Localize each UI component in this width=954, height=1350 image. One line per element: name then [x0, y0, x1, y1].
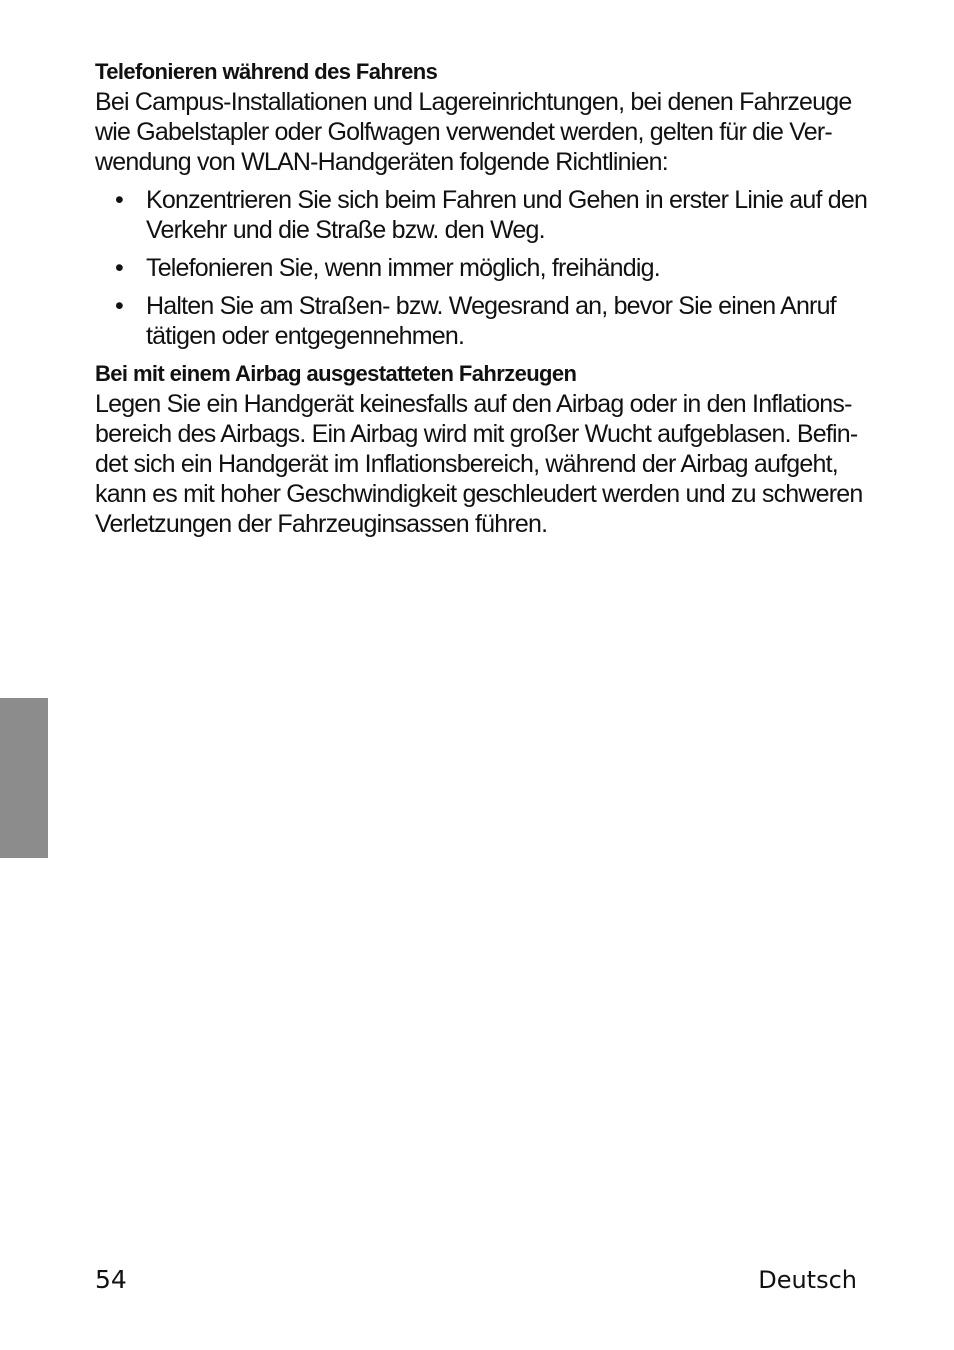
bullet-icon: • [115, 292, 123, 320]
page-number: 54 [95, 1265, 127, 1294]
chapter-side-tab [0, 698, 48, 858]
list-item [95, 253, 865, 283]
text-line: det sich ein Handgerät im Inflationsbereich, während der Airbag aufgeht, [95, 450, 838, 478]
section-airbag [95, 359, 865, 539]
section-intro-driving [95, 87, 865, 177]
text-line: Verletzungen der Fahrzeuginsassen führen. [95, 510, 548, 538]
text-line: bereich des Airbags. Ein Airbag wird mit großer Wucht aufgeblasen. Befin- [95, 420, 858, 448]
text-line: Bei Campus-Installationen und Lagereinrichtungen, bei denen Fahrzeuge [95, 88, 852, 116]
section-heading-driving: Telefonieren während des Fahrens [95, 59, 438, 84]
footer-language: Deutsch [758, 1266, 857, 1294]
bullet-icon: • [115, 254, 123, 282]
text-line: Legen Sie ein Handgerät keinesfalls auf den Airbag oder in den Inflations- [95, 390, 852, 418]
text-line: kann es mit hoher Geschwindigkeit geschleudert werden und zu schweren [95, 480, 863, 508]
list-item [95, 291, 865, 351]
text-line: tätigen oder entgegennehmen. [146, 322, 465, 350]
text-line: Telefonieren Sie, wenn immer möglich, freihändig. [146, 254, 660, 282]
section-body-airbag [95, 389, 865, 539]
list-item [95, 185, 868, 245]
text-line: Halten Sie am Straßen- bzw. Wegesrand an, bevor Sie einen Anruf [146, 292, 836, 320]
text-line: Konzentrieren Sie sich beim Fahren und Gehen in erster Linie auf den [146, 186, 868, 214]
guideline-list [95, 185, 868, 351]
text-line: Verkehr und die Straße bzw. den Weg. [146, 216, 545, 244]
text-line: wendung von WLAN-Handgeräten folgende Richtlinien: [95, 148, 668, 176]
bullet-icon: • [115, 186, 123, 214]
section-heading-airbag: Bei mit einem Airbag ausgestatteten Fahrzeugen [95, 361, 577, 386]
text-line: wie Gabelstapler oder Golfwagen verwendet werden, gelten für die Ver- [95, 118, 832, 146]
section-driving [95, 57, 868, 351]
page-content [95, 57, 868, 539]
